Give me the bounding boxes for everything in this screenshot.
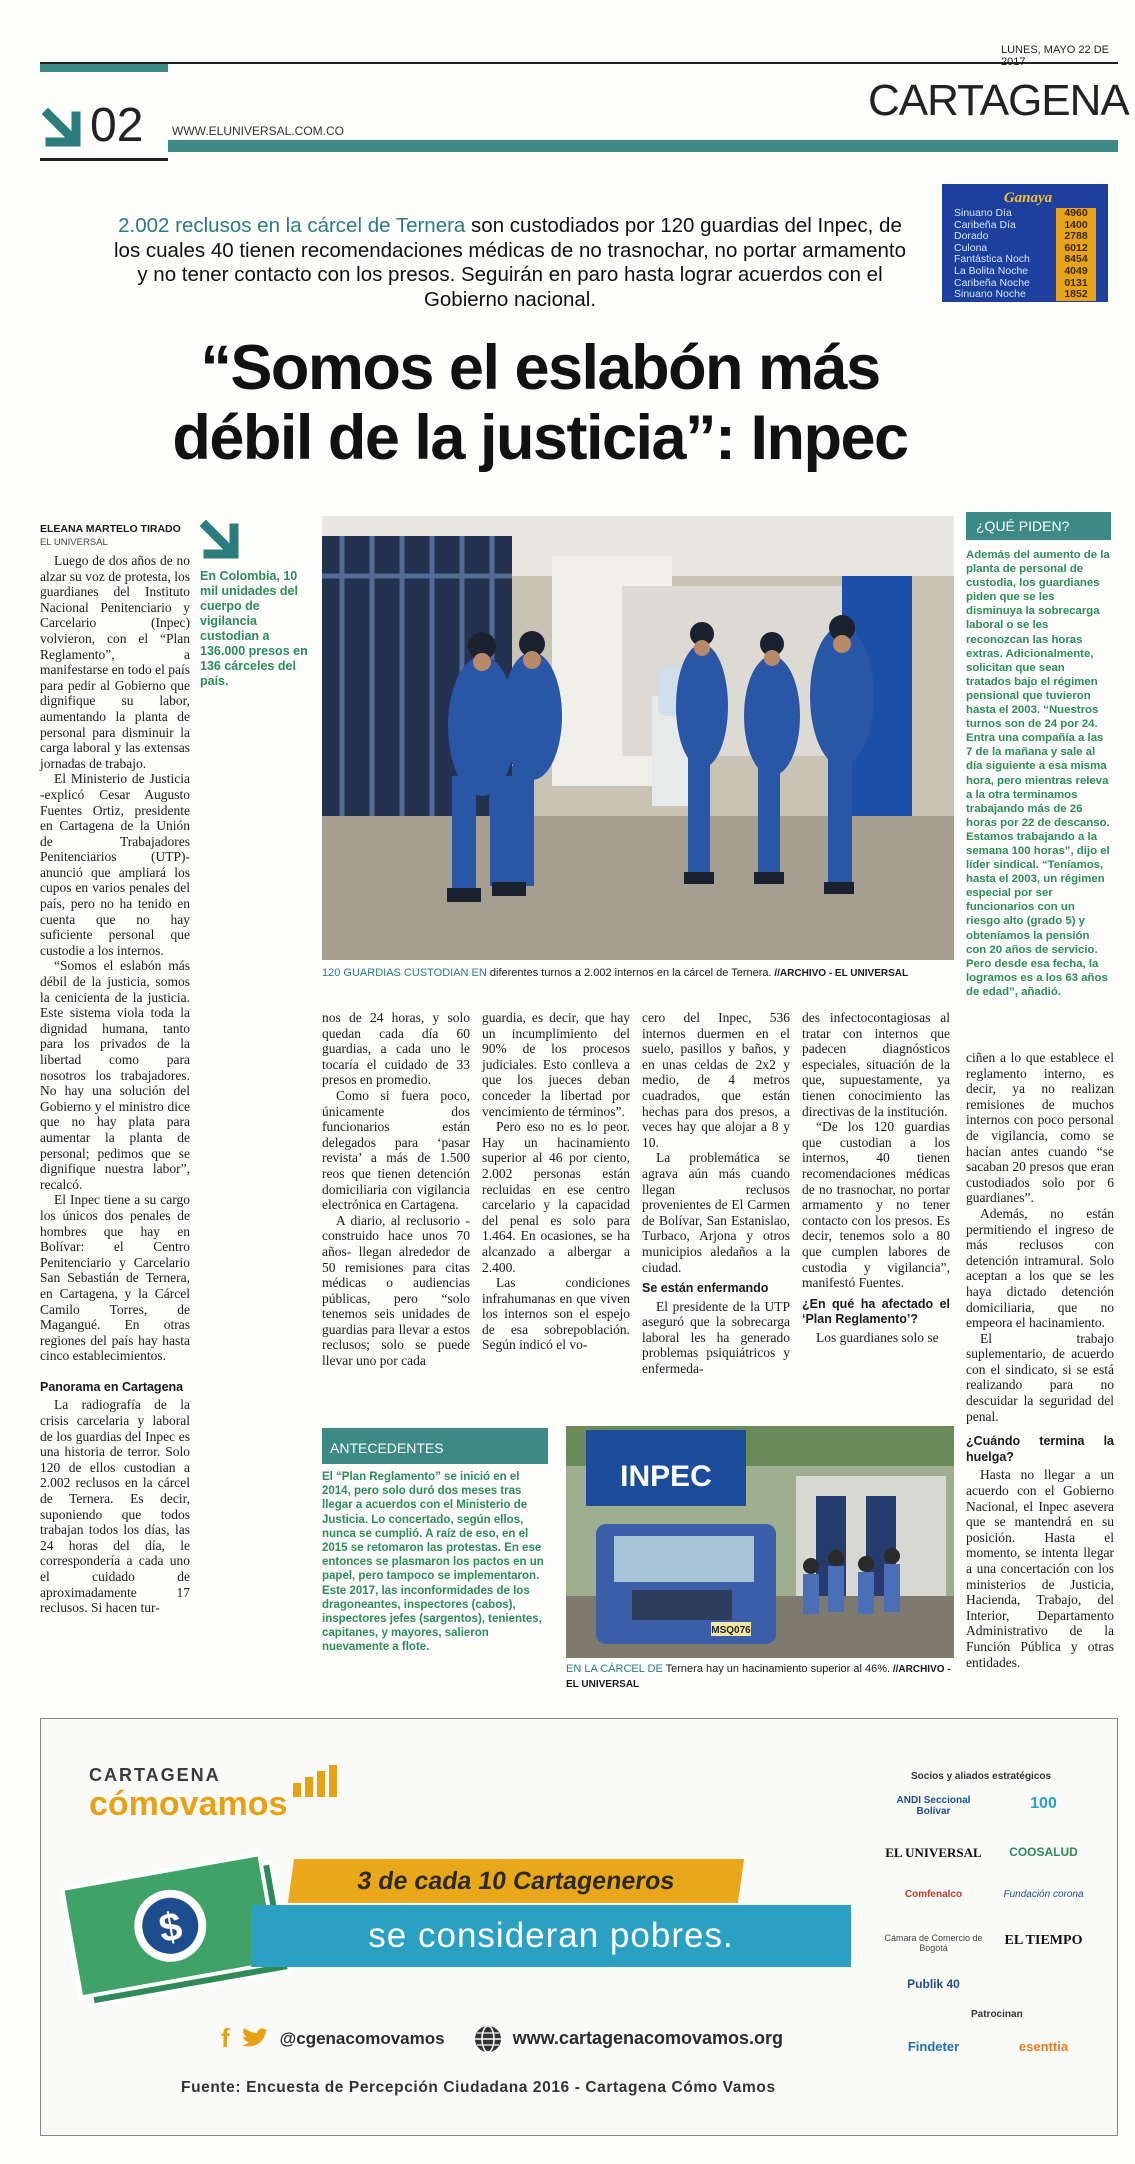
partner-logo: Findeter — [907, 2039, 960, 2054]
col1-paragraph: El Ministerio de Justicia -explicó Cesar Augusto Fuentes Ortiz, presidente en Cartagena de la Unión de Trabajadores Penitenciarios (UTP)- anunció que ampliará los cupos en varios penales del país, pero no ha tenido en cuenta que no hay suficiente personal que custodie a los internos. — [40, 771, 190, 958]
subhead-termina: ¿Cuándo termina la huelga? — [966, 1434, 1114, 1464]
photo1-credit: //ARCHIVO - EL UNIVERSAL — [771, 968, 909, 979]
guards-photo — [322, 516, 954, 960]
col6-paragraph: Además, no están permitiendo el ingreso de más reclusos con detención intramural. Solo aceptan a los que se les haya dictado detención domiciliaria, que no empeora el hacinamiento. — [966, 1205, 1114, 1331]
article-column-3 — [482, 1010, 630, 1353]
lottery-brand-logo: Ganaya — [1003, 190, 1053, 206]
lottery-number: 1400 — [1056, 220, 1096, 232]
svg-text:$: $ — [155, 1904, 186, 1952]
ad-banner-line-1: 3 de cada 10 Cartageneros — [288, 1859, 744, 1903]
partner-logo: Comfenalco — [904, 1889, 963, 1900]
photo1-caption-text: diferentes turnos a 2.002 internos en la cárcel de Ternera. — [486, 967, 772, 979]
lottery-row — [954, 266, 1102, 278]
section-title: CARTAGENA — [868, 76, 1129, 125]
page-number-underline — [40, 158, 168, 161]
photo2-credit: //ARCHIVO - EL UNIVERSAL — [566, 1664, 951, 1690]
col1-paragraph: “Somos el eslabón más débil de la justicia, somos la cenicienta de la justicia. Este sistema viola toda la dignidad humana, tanto para los privados de la libertad como para nosotros los trabajadores. No hay una solución del Gobierno y el ministro dice que no hay plata para aumentar la planta de personal; pedimos que se dignifique nuestra labor”, recalcó. — [40, 958, 190, 1192]
lottery-row — [954, 289, 1102, 301]
lottery-number: 8454 — [1056, 254, 1096, 266]
page-number: 02 — [90, 99, 144, 152]
col5-paragraph: “De los 120 guardias que custodian a los internos, 40 tienen recomendaciones médicas de no trasnochar, no portar armamento y no tener contacto con los presos. Es decir, tenemos solo a 80 que cumplen labores de custodia y vigilancia”, manifestó Fuentes. — [802, 1119, 950, 1291]
header-date: LUNES, MAYO 22 DE — [1001, 44, 1109, 56]
subhead-enfermando: Se están enfermando — [642, 1281, 769, 1296]
col5-paragraph: des infectocontagiosas al tratar con internos que padecen diagnósticos especiales, situación de la que, supuestamente, ya tienen conocimiento las directivas de la institución. — [802, 1010, 950, 1119]
ad-brand-top: CARTAGENA — [89, 1765, 221, 1785]
col2-paragraph: A diario, al reclusorio -construido hace unos 70 años- llegan alrededor de 50 remisiones para citas médicas o audiencias públicas, pero “solo tenemos seis unidades de guardias para llevar a estos reclusos; solo se puede llevar uno por cada — [322, 1212, 470, 1369]
prison-entrance-photo — [566, 1426, 954, 1658]
bar-chart-icon — [291, 1763, 337, 1799]
top-left-teal-bar — [40, 64, 168, 72]
col6-paragraph: ciñen a lo que establece el reglamento interno, es decir, ya no realizan remisiones de muchos internos con poco personal de vigilancia, como se hacían antes cuando “se sacaban 20 presos que eran custodiados solo por 6 guardianes”. — [966, 1050, 1114, 1206]
col5-paragraph: Los guardianes solo se — [816, 1329, 939, 1345]
col3-paragraph: Las condiciones infrahumanas en que viven los internos son el espejo de esa sobrepoblación. Según indicó el vo- — [482, 1275, 630, 1353]
headline-line-2: débil de la justicia”: Inpec — [172, 403, 908, 473]
subhead-afectado: ¿En qué ha afectado el ‘Plan Reglamento’? — [802, 1296, 950, 1327]
page-number-block — [40, 100, 165, 156]
ad-banner-line-2: se consideran pobres. — [251, 1905, 851, 1967]
ad-logo-grid — [881, 1795, 1101, 2131]
col6-paragraph: El trabajo suplementario, de acuerdo con el sindicato, si se está realizando para no descuidar la seguridad del penal. — [966, 1330, 1114, 1424]
partner-logo: esenttia — [1018, 2039, 1069, 2054]
byline-author: ELEANA MARTELO TIRADO — [40, 523, 181, 535]
partner-logo: 100 — [1030, 1795, 1057, 1812]
ad-sponsors-title: Patrocinan — [971, 2009, 1023, 2020]
photo2-caption-lead: EN LA CÁRCEL DE — [566, 1663, 663, 1675]
prison-entrance-illustration — [566, 1426, 954, 1658]
lottery-name: Dorado — [954, 230, 989, 243]
article-column-2 — [322, 1010, 470, 1369]
col2-paragraph: nos de 24 horas, y solo quedan cada día 60 guardias, a cada uno le tocaría el cuidado de 33 presos en promedio. — [322, 1010, 470, 1088]
lottery-number: 2788 — [1056, 231, 1096, 243]
inpec-sign-text: INPEC — [620, 1460, 712, 1493]
photo1-caption — [322, 966, 954, 981]
lottery-name: Caribeña Día — [954, 218, 1016, 231]
partner-logo: Cámara de Comercio de Bogotá — [884, 1933, 983, 1953]
que-piden-title: ¿QUÉ PIDEN? — [966, 512, 1111, 540]
antecedentes-text: El “Plan Reglamento” se inició en el 2014, pero solo duró dos meses tras llegar a acuerdos con el Ministerio de Justicia. Lo concertado, según ellos, nunca se cumplió. A raíz de eso, en el 2015 se retomaron las protestas. En ese entonces se plasmaron los pactos en un papel, pero tampoco se implementaron. Este 2017, las inconformidades de los dragoneantes, inspectores (cabos), inspectores jefes (sargentos), tenientes, capitanes, y mayores, salieron nuevamente a flote. — [322, 1471, 544, 1654]
col1-paragraph: La radiografía de la crisis carcelaria y laboral de los guardias del Inpec es una historia de terror. Solo 120 de ellos custodian a 2.002 reclusos en la cárcel de Ternera. Es decir, suponiendo que todos trabajan todos los días, las 24 horas del día, le correspondería a cada uno el cuidado de aproximadamente 17 reclusos. Si hacen tur- — [40, 1397, 190, 1616]
que-piden-box — [966, 512, 1111, 999]
top-rule — [40, 62, 1118, 64]
lottery-number: 0131 — [1056, 278, 1096, 290]
cartagena-como-vamos-ad — [40, 1718, 1118, 2136]
partner-logo: COOSALUD — [1009, 1845, 1078, 1859]
lottery-row — [954, 208, 1102, 220]
plate-text: MSQ076 — [711, 1625, 751, 1636]
arrow-down-right-icon — [200, 518, 244, 562]
partner-logo: EL TIEMPO — [1004, 1933, 1083, 1948]
lottery-number: 4960 — [1056, 208, 1096, 220]
summary-deck — [110, 214, 910, 312]
article-column-5 — [802, 1010, 950, 1345]
summary-highlight: 2.002 reclusos en la cárcel de Ternera — [118, 214, 466, 237]
header-website[interactable]: WWW.ELUNIVERSAL.COM.CO — [172, 124, 345, 138]
col2-paragraph: Como si fuera poco, únicamente dos funcionarios están delegados para ‘pasar revista’ a más de 1.500 reos que tienen detención domiciliaria con vigilancia electrónica en Cartagena. — [322, 1087, 470, 1213]
photo2-caption-text: Ternera hay un hacinamiento superior al 46%. — [662, 1663, 891, 1675]
lottery-rows — [954, 208, 1102, 301]
partner-logo: Publik 40 — [907, 1977, 960, 1991]
col4-paragraph: cero del Inpec, 536 internos duermen en el suelo, pasillos y baños, y en unas celdas de 2x2 y medio, de 4 metros cuadrados, que están hechas para dos presos, a veces hay que alojar a 8 y 10. — [642, 1010, 790, 1150]
col4-paragraph: El presidente de la UTP aseguró que la sobrecarga laboral les ha generado problemas psiquiátricos y enfermeda- — [642, 1298, 790, 1377]
ad-brand-main: cómovamos — [89, 1785, 288, 1823]
article-column-4 — [642, 1010, 790, 1377]
antecedentes-box — [322, 1428, 548, 1655]
lottery-name: La Bolita Noche — [954, 264, 1029, 277]
lottery-name: Sinuano Noche — [954, 288, 1026, 301]
byline — [40, 523, 190, 548]
subhead-panorama: Panorama en Cartagena — [40, 1379, 184, 1394]
globe-icon — [473, 2024, 503, 2054]
lottery-number: 1852 — [1056, 289, 1096, 301]
lottery-name: Caribeña Noche — [954, 276, 1030, 289]
col3-paragraph: guardia, es decir, que hay un incumplimiento del 90% de los procesos judiciales. Esto conlleva a que los jueces deban conceder la libertad por vencimiento de términos”. — [482, 1010, 630, 1119]
partner-logo: ANDI Seccional Bolívar — [896, 1795, 971, 1817]
headline — [60, 333, 1020, 473]
col4-paragraph: La problemática se agrava aún más cuando llegan reclusos provenientes de El Carmen de Bolívar, San Estanislao, Turbaco, Arjona y otros municipios aledaños a la ciudad. — [642, 1150, 790, 1275]
guards-photo-illustration — [322, 516, 954, 960]
ad-source: Fuente: Encuesta de Percepción Ciudadana 2016 - Cartagena Cómo Vamos — [181, 2079, 776, 2096]
factbox — [200, 518, 308, 689]
lottery-name: Culona — [954, 241, 988, 254]
ad-website[interactable]: www.cartagenacomovamos.org — [512, 2028, 784, 2048]
byline-outlet: EL UNIVERSAL — [40, 537, 108, 548]
summary-text: son custodiados por 120 guardias del Inpec, de los cuales 40 tienen recomendaciones médicas de no trasnochar, no portar armamento y no tener contacto con los presos. Seguirán en paro hasta lograr acuerdos con el Gobierno nacional. — [114, 214, 906, 311]
photo2-caption — [566, 1662, 954, 1692]
col6-paragraph: Hasta no llegar a un acuerdo con el Gobierno Nacional, el Inpec asevera que se mantendrá en su posición. Hasta el momento, se intenta llegar a una concertación con los ministerios de Justicia, Hacienda, Trabajo, del Interior, Departamento Administrativo de la Función Pública y otras entidades. — [966, 1467, 1114, 1670]
lottery-number: 6012 — [1056, 243, 1096, 255]
ad-social-handle[interactable]: @cgenacomovamos — [279, 2028, 445, 2048]
partner-logo: Fundación corona — [1003, 1889, 1084, 1900]
lottery-results-box — [942, 184, 1108, 302]
lottery-name: Fantástica Noch — [954, 253, 1030, 266]
ad-partners-title: Socios y aliados estratégicos — [911, 1771, 1052, 1782]
lottery-number: 4049 — [1056, 266, 1096, 278]
article-column-1 — [40, 553, 190, 1616]
header-teal-bar — [168, 140, 1118, 152]
col1-paragraph: El Inpec tiene a su cargo los únicos dos penales de hombres que hay en Bolívar: el Centro Penitenciario y Carcelario San Sebastián de Ternera, en Cartagena, y la Cárcel Camilo Torres, de Magangué. En otras regiones del país hay hasta cinco establecimientos. — [40, 1192, 190, 1364]
que-piden-text: Además del aumento de la planta de personal de custodia, los guardianes piden que se les disminuya la sobrecarga laboral o se les reconozcan las horas extras. Adicionalmente, solicitan que sean tratados bajo el régimen pensional que tuvieron hasta el 2003. “Nuestros turnos son de 24 por 24. Entra una compañía a las 7 de la mañana y sale al día siguiente a esa misma hora, pero mientras releva a la otra terminamos trabajando más de 26 horas por 22 de descanso. Estamos trabajando a la semana 100 horas”, dijo el líder sindical. “Teníamos, hasta el 2003, un régimen especial por ser funcionarios con un riesgo alto (grado 5) y obteníamos la pensión con 20 años de servicio. Pero desde esa fecha, la logramos es a los 63 años de edad”, añadió. — [966, 549, 1110, 998]
facebook-icon[interactable]: f — [221, 2023, 230, 2053]
twitter-icon[interactable] — [240, 2027, 270, 2051]
arrow-down-right-icon — [42, 106, 86, 150]
partner-logo: EL UNIVERSAL — [885, 1845, 982, 1860]
ad-social-row — [221, 2023, 783, 2054]
factbox-text: En Colombia, 10 mil unidades del cuerpo de vigilancia custodian a 136.000 presos en 136 cárceles del país. — [200, 569, 308, 688]
photo1-caption-lead: 120 GUARDIAS CUSTODIAN EN — [322, 967, 487, 979]
article-column-6 — [966, 1050, 1114, 1670]
lottery-name: Sinuano Día — [954, 207, 1012, 219]
col3-paragraph: Pero eso no es lo peor. Hay un hacinamiento superior al 46 por ciento, 2.002 personas están recluidas en ese centro carcelario y la capacidad del penal es solo para 1.464. En ocasiones, se ha alcanzado a albergar a 2.400. — [482, 1119, 630, 1275]
headline-line-1: “Somos el eslabón más — [200, 333, 880, 403]
col1-paragraph: Luego de dos años de no alzar su voz de protesta, los guardianes del Instituto Nacional Penitenciario y Carcelario (Inpec) volvieron, con el “Plan Reglamento”, a manifestarse en todo el país para pedir al Gobierno que dignifique su labor, aumentando la planta de personal para disminuir la carga laboral y las extensas jornadas de trabajo. — [40, 553, 190, 771]
antecedentes-title: ANTECEDENTES — [322, 1428, 548, 1464]
